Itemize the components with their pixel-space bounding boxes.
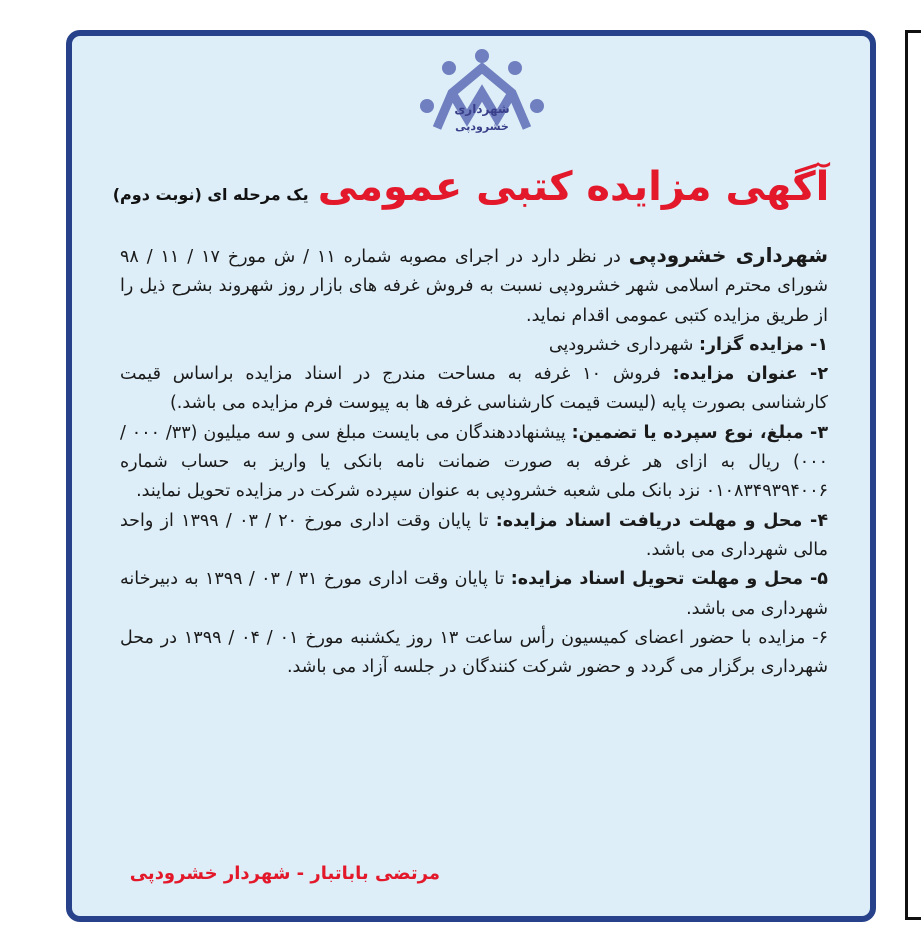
- list-item: ۱- مزایده گزار: شهرداری خشرودپی: [548, 334, 828, 355]
- list-item: ۳- مبلغ، نوع سپرده یا تضمین: پیشنهاددهندگان می بایست مبلغ سی و سه میلیون (۳۳/ ۰۰۰ / ۰۰۰) ریال به ازای هر غرفه به صورت ضمانت نامه بانکی یا واریز به حساب شماره ۰۱۰۸۳۴۹۳۹۴۰۰۶ نزد بانک ملی شعبه خشرودپی به عنوان سپرده شرکت در مزایده تحویل نمایند.: [120, 422, 829, 502]
- municipality-logo: [417, 48, 547, 153]
- list-item: ۴- محل و مهلت دریافت اسناد مزایده: تا پایان وقت اداری مورخ ۲۰ / ۰۳ / ۱۳۹۹ از واحد مالی شهرداری می باشد.: [120, 510, 829, 560]
- title-sub: یک مرحله ای (نوبت دوم): [112, 185, 309, 204]
- notice-title: [72, 164, 870, 210]
- intro-paragraph: شهرداری خشرودپی در نظر دارد در اجرای مصوبه شماره ۱۱ / ش مورخ ۱۷ / ۱۱ / ۹۸ شورای محترم اسلامی شهر خشرودپی نسبت به فروش غرفه های بازار روز شهروند بشرح ذیل را از طریق مزایده کتبی عمومی اقدام نماید.: [120, 243, 828, 326]
- svg-text:شهرداری: شهرداری: [454, 102, 510, 116]
- svg-text:خشرودپی: خشرودپی: [455, 120, 509, 133]
- title-main: آگهی مزایده کتبی عمومی: [317, 164, 830, 210]
- notice-body: [120, 241, 828, 682]
- auction-notice: [66, 30, 876, 922]
- adjacent-column-frame: [905, 30, 921, 920]
- signature: مرتضی باباتبار - شهردار خشرودپی: [129, 863, 440, 884]
- list-item: ۲- عنوان مزایده: فروش ۱۰ غرفه به مساحت مندرج در اسناد مزایده براساس قیمت کارشناسی بصورت پایه (لیست قیمت کارشناسی غرفه ها به پیوست فرم مزایده می باشد.): [120, 364, 828, 414]
- list-item: ۵- محل و مهلت تحویل اسناد مزایده: تا پایان وقت اداری مورخ ۳۱ / ۰۳ / ۱۳۹۹ به دبیرخانه شهرداری می باشد.: [120, 569, 828, 619]
- list-item: ۶- مزایده با حضور اعضای کمیسیون رأس ساعت ۱۳ روز یکشنبه مورخ ۰۱ / ۰۴ / ۱۳۹۹ در محل شهرداری برگزار می گردد و حضور شرکت کنندگان در جلسه آزاد می باشد.: [120, 627, 828, 678]
